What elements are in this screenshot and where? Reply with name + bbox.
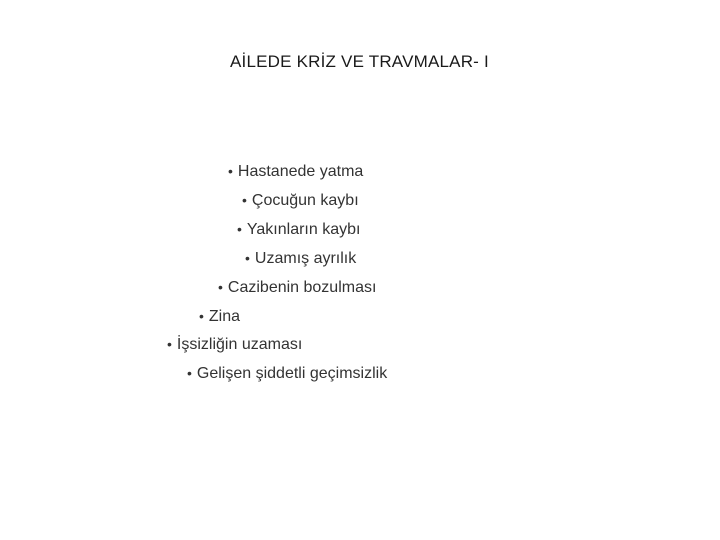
list-item — [237, 221, 360, 239]
list-item-text: Çocuğun kaybı — [251, 192, 359, 209]
bullet-dot: • — [187, 365, 192, 381]
bullet-dot: • — [167, 336, 172, 352]
list-item — [199, 308, 240, 326]
bullet-dot: • — [228, 163, 233, 179]
list-item — [228, 163, 363, 181]
list-item — [242, 192, 359, 210]
list-item-text: İşsizliğin uzaması — [176, 336, 303, 353]
list-item-text: Hastanede yatma — [237, 163, 364, 180]
list-item-text: Cazibenin bozulması — [227, 279, 377, 296]
bullet-dot: • — [242, 192, 247, 208]
bullet-dot: • — [237, 221, 242, 237]
bullet-dot: • — [245, 250, 250, 266]
list-item-text: Uzamış ayrılık — [254, 250, 357, 267]
list-item-text: Gelişen şiddetli geçimsizlik — [196, 365, 388, 382]
list-item-text: Yakınların kaybı — [246, 221, 361, 238]
list-item — [187, 365, 387, 383]
bullet-dot: • — [218, 279, 223, 295]
list-item — [167, 336, 302, 354]
list-item — [218, 279, 376, 297]
list-item — [245, 250, 356, 268]
slide-title: AİLEDE KRİZ VE TRAVMALAR- I — [230, 52, 489, 71]
bullet-dot: • — [199, 308, 204, 324]
list-item-text: Zina — [208, 308, 241, 325]
